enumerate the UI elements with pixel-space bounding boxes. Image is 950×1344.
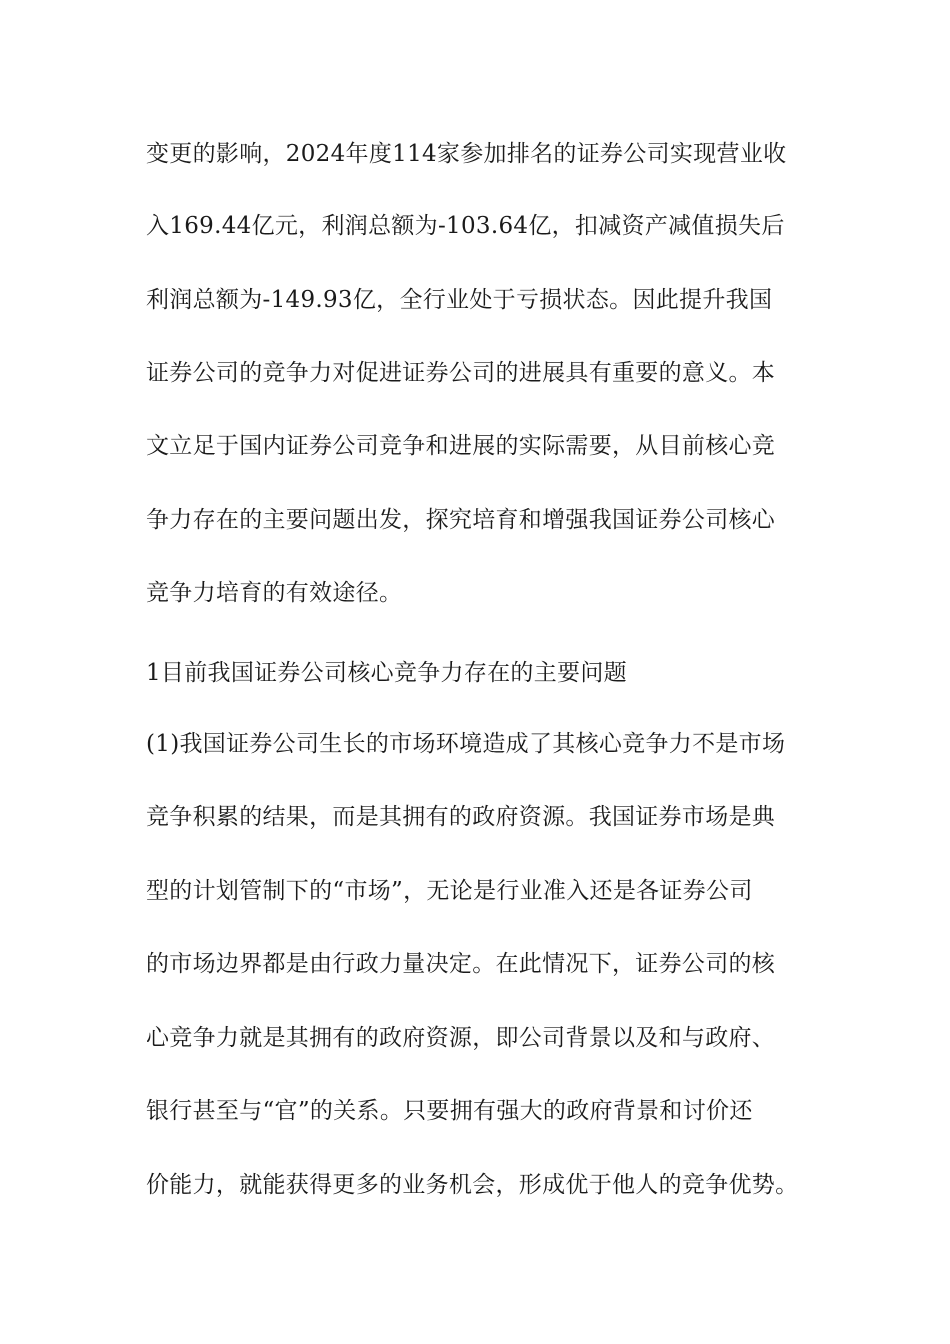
paragraph-line: (1)我国证券公司生长的市场环境造成了其核心竞争力不是市场 [146,731,786,757]
paragraph-line: 型的计划管制下的“市场”，无论是行业准入还是各证券公司 [146,878,753,904]
section-heading: 1目前我国证券公司核心竞争力存在的主要问题 [146,660,627,686]
paragraph-line: 争力存在的主要问题出发，探究培育和增强我国证券公司核心 [146,507,776,533]
paragraph-line: 利润总额为-149.93亿，全行业处于亏损状态。因此提升我国 [146,287,773,313]
paragraph-line: 证券公司的竞争力对促进证券公司的进展具有重要的意义。本 [146,360,776,386]
paragraph-line: 变更的影响，2024年度114家参加排名的证券公司实现营业收 [146,141,787,167]
paragraph-line: 入169.44亿元，利润总额为-103.64亿，扣减资产减值损失后 [146,213,785,239]
paragraph-line: 银行甚至与“官”的关系。只要拥有强大的政府背景和讨价还 [146,1098,753,1124]
paragraph-line: 价能力，就能获得更多的业务机会，形成优于他人的竞争优势。 [146,1172,799,1198]
paragraph-line: 文立足于国内证券公司竞争和进展的实际需要，从目前核心竞 [146,433,776,459]
paragraph-line: 心竞争力就是其拥有的政府资源，即公司背景以及和与政府、 [146,1025,776,1051]
paragraph-line: 的市场边界都是由行政力量决定。在此情况下，证券公司的核 [146,951,776,977]
paragraph-line: 竞争力培育的有效途径。 [146,580,403,606]
paragraph-line: 竞争积累的结果，而是其拥有的政府资源。我国证券市场是典 [146,804,776,830]
